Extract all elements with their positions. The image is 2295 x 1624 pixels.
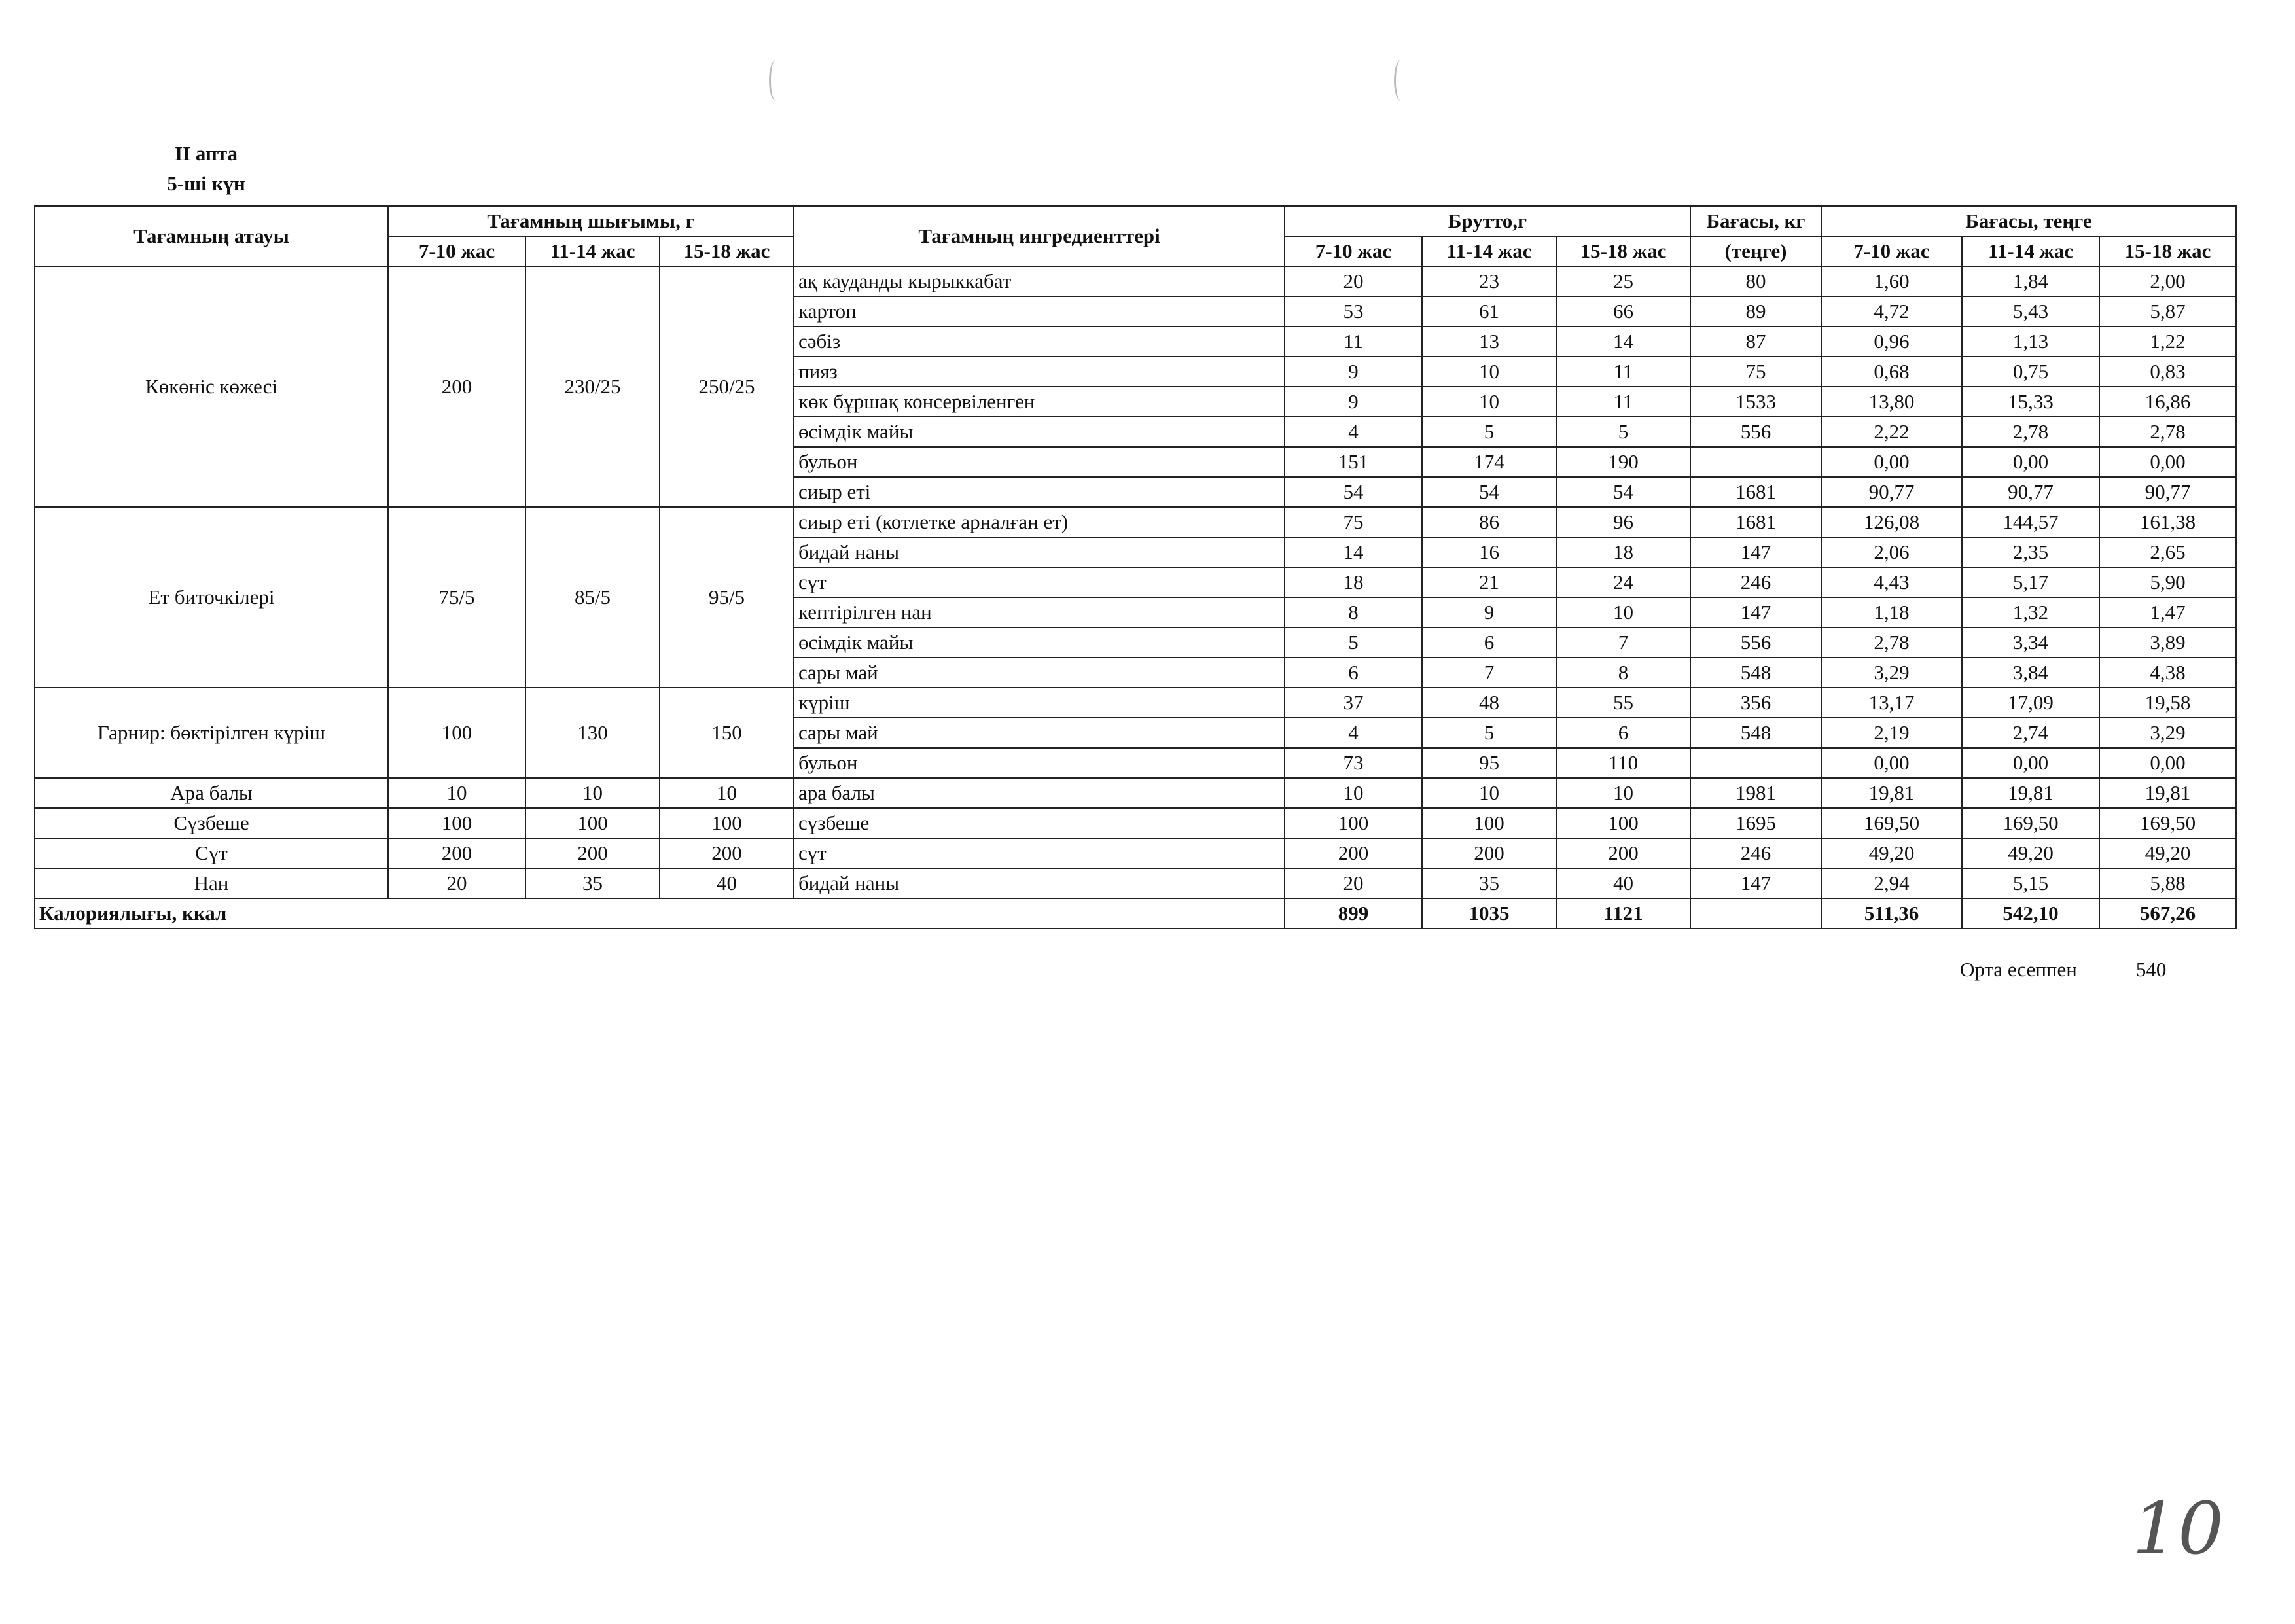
ingredient-name-cell: бидай наны bbox=[794, 868, 1285, 898]
brutto-cell: 110 bbox=[1556, 748, 1690, 778]
dish-yield-cell: 10 bbox=[660, 778, 794, 808]
dish-name-cell: Ет биточкілері bbox=[35, 507, 388, 688]
total-price-kg-cell bbox=[1690, 898, 1821, 928]
ingredient-name-cell: ақ кауданды кырыккабат bbox=[794, 266, 1285, 296]
menu-table bbox=[34, 205, 2237, 929]
dish-yield-cell: 100 bbox=[388, 688, 525, 778]
brutto-cell: 151 bbox=[1285, 447, 1422, 477]
price-cell: 2,19 bbox=[1821, 718, 1962, 748]
ingredient-name-cell: күріш bbox=[794, 688, 1285, 718]
header-age-group: 11-14 жас bbox=[1422, 236, 1556, 266]
totals-section bbox=[35, 898, 2236, 928]
brutto-cell: 200 bbox=[1556, 838, 1690, 868]
price-cell: 13,80 bbox=[1821, 387, 1962, 417]
price-cell: 5,43 bbox=[1962, 296, 2099, 327]
brutto-cell: 5 bbox=[1422, 718, 1556, 748]
brutto-cell: 13 bbox=[1422, 327, 1556, 357]
ingredient-name-cell: көк бұршақ консервіленген bbox=[794, 387, 1285, 417]
price-cell: 0,00 bbox=[1962, 447, 2099, 477]
price-cell: 49,20 bbox=[1962, 838, 2099, 868]
brutto-cell: 6 bbox=[1285, 658, 1422, 688]
price-cell: 19,58 bbox=[2099, 688, 2236, 718]
price-per-kg-cell: 75 bbox=[1690, 357, 1821, 387]
price-cell: 3,84 bbox=[1962, 658, 2099, 688]
price-cell: 90,77 bbox=[1962, 477, 2099, 507]
brutto-cell: 55 bbox=[1556, 688, 1690, 718]
price-cell: 2,78 bbox=[1962, 417, 2099, 447]
price-cell: 0,00 bbox=[1821, 447, 1962, 477]
price-cell: 19,81 bbox=[2099, 778, 2236, 808]
ingredient-name-cell: өсімдік майы bbox=[794, 417, 1285, 447]
ingredient-row bbox=[35, 688, 2236, 718]
price-per-kg-cell: 1981 bbox=[1690, 778, 1821, 808]
price-cell: 2,65 bbox=[2099, 537, 2236, 567]
average-label: Орта есеппен bbox=[1960, 958, 2077, 981]
price-per-kg-cell: 80 bbox=[1690, 266, 1821, 296]
dish-name-cell: Сүзбеше bbox=[35, 808, 388, 838]
price-cell: 19,81 bbox=[1821, 778, 1962, 808]
brutto-cell: 40 bbox=[1556, 868, 1690, 898]
price-cell: 0,00 bbox=[2099, 748, 2236, 778]
dish-yield-cell: 250/25 bbox=[660, 266, 794, 507]
dish-yield-cell: 10 bbox=[388, 778, 525, 808]
price-per-kg-cell: 89 bbox=[1690, 296, 1821, 327]
brutto-cell: 190 bbox=[1556, 447, 1690, 477]
brutto-cell: 48 bbox=[1422, 688, 1556, 718]
price-per-kg-cell: 1681 bbox=[1690, 477, 1821, 507]
brutto-cell: 11 bbox=[1556, 357, 1690, 387]
brutto-cell: 86 bbox=[1422, 507, 1556, 537]
ingredient-name-cell: сары май bbox=[794, 658, 1285, 688]
average-value: 540 bbox=[2135, 958, 2167, 981]
header-yield: Тағамның шығымы, г bbox=[388, 206, 794, 236]
brutto-cell: 14 bbox=[1285, 537, 1422, 567]
dish-name-cell: Көкөніс көжесі bbox=[35, 266, 388, 507]
price-cell: 1,60 bbox=[1821, 266, 1962, 296]
header-age-group: 15-18 жас bbox=[1556, 236, 1690, 266]
brutto-cell: 35 bbox=[1422, 868, 1556, 898]
header-age-group: 11-14 жас bbox=[1962, 236, 2099, 266]
dish-yield-cell: 150 bbox=[660, 688, 794, 778]
brutto-cell: 10 bbox=[1422, 387, 1556, 417]
header-price-kg-unit: (теңге) bbox=[1690, 236, 1821, 266]
dish-name-cell: Нан bbox=[35, 868, 388, 898]
dish-yield-cell: 200 bbox=[525, 838, 660, 868]
dish-yield-cell: 200 bbox=[388, 266, 525, 507]
price-cell: 1,13 bbox=[1962, 327, 2099, 357]
dish-yield-cell: 40 bbox=[660, 868, 794, 898]
brutto-cell: 11 bbox=[1556, 387, 1690, 417]
dish-name-cell: Гарнир: бөктірілген күріш bbox=[35, 688, 388, 778]
brutto-cell: 174 bbox=[1422, 447, 1556, 477]
ingredient-row bbox=[35, 808, 2236, 838]
scan-mark bbox=[1394, 60, 1408, 101]
total-price-cell: 567,26 bbox=[2099, 898, 2236, 928]
brutto-cell: 10 bbox=[1556, 778, 1690, 808]
brutto-cell: 7 bbox=[1556, 627, 1690, 658]
dish-yield-cell: 100 bbox=[525, 808, 660, 838]
header-age-group: 7-10 жас bbox=[1821, 236, 1962, 266]
ingredient-name-cell: картоп bbox=[794, 296, 1285, 327]
price-cell: 13,17 bbox=[1821, 688, 1962, 718]
dish-yield-cell: 230/25 bbox=[525, 266, 660, 507]
price-per-kg-cell: 147 bbox=[1690, 597, 1821, 627]
brutto-cell: 5 bbox=[1285, 627, 1422, 658]
brutto-cell: 54 bbox=[1556, 477, 1690, 507]
brutto-cell: 7 bbox=[1422, 658, 1556, 688]
menu-table-body bbox=[35, 266, 2236, 898]
document-heading bbox=[131, 139, 281, 199]
header-age-group: 11-14 жас bbox=[525, 236, 660, 266]
ingredient-name-cell: бульон bbox=[794, 447, 1285, 477]
ingredient-row bbox=[35, 778, 2236, 808]
price-cell: 0,83 bbox=[2099, 357, 2236, 387]
brutto-cell: 10 bbox=[1422, 357, 1556, 387]
total-brutto-cell: 1121 bbox=[1556, 898, 1690, 928]
brutto-cell: 54 bbox=[1285, 477, 1422, 507]
brutto-cell: 10 bbox=[1422, 778, 1556, 808]
price-per-kg-cell: 548 bbox=[1690, 718, 1821, 748]
dish-yield-cell: 200 bbox=[660, 838, 794, 868]
price-per-kg-cell: 147 bbox=[1690, 868, 1821, 898]
price-cell: 19,81 bbox=[1962, 778, 2099, 808]
dish-yield-cell: 85/5 bbox=[525, 507, 660, 688]
dish-yield-cell: 35 bbox=[525, 868, 660, 898]
price-cell: 0,96 bbox=[1821, 327, 1962, 357]
dish-yield-cell: 130 bbox=[525, 688, 660, 778]
brutto-cell: 14 bbox=[1556, 327, 1690, 357]
header-ingredients: Тағамның ингредиенттері bbox=[794, 206, 1285, 266]
price-per-kg-cell: 87 bbox=[1690, 327, 1821, 357]
price-cell: 3,34 bbox=[1962, 627, 2099, 658]
brutto-cell: 25 bbox=[1556, 266, 1690, 296]
brutto-cell: 37 bbox=[1285, 688, 1422, 718]
dish-yield-cell: 10 bbox=[525, 778, 660, 808]
ingredient-row bbox=[35, 507, 2236, 537]
price-cell: 144,57 bbox=[1962, 507, 2099, 537]
brutto-cell: 16 bbox=[1422, 537, 1556, 567]
brutto-cell: 200 bbox=[1422, 838, 1556, 868]
price-cell: 17,09 bbox=[1962, 688, 2099, 718]
price-per-kg-cell: 548 bbox=[1690, 658, 1821, 688]
brutto-cell: 18 bbox=[1556, 537, 1690, 567]
price-per-kg-cell: 556 bbox=[1690, 417, 1821, 447]
handwritten-page-number: 10 bbox=[2132, 1487, 2224, 1570]
brutto-cell: 5 bbox=[1556, 417, 1690, 447]
brutto-cell: 9 bbox=[1285, 387, 1422, 417]
price-cell: 169,50 bbox=[2099, 808, 2236, 838]
brutto-cell: 21 bbox=[1422, 567, 1556, 597]
price-cell: 49,20 bbox=[2099, 838, 2236, 868]
brutto-cell: 8 bbox=[1285, 597, 1422, 627]
price-cell: 169,50 bbox=[1821, 808, 1962, 838]
price-cell: 5,15 bbox=[1962, 868, 2099, 898]
price-per-kg-cell bbox=[1690, 748, 1821, 778]
price-cell: 2,94 bbox=[1821, 868, 1962, 898]
ingredient-name-cell: сүт bbox=[794, 567, 1285, 597]
header-price: Бағасы, теңге bbox=[1821, 206, 2236, 236]
brutto-cell: 73 bbox=[1285, 748, 1422, 778]
price-per-kg-cell: 1533 bbox=[1690, 387, 1821, 417]
dish-yield-cell: 100 bbox=[388, 808, 525, 838]
price-cell: 2,78 bbox=[2099, 417, 2236, 447]
price-cell: 4,72 bbox=[1821, 296, 1962, 327]
price-cell: 1,22 bbox=[2099, 327, 2236, 357]
price-cell: 90,77 bbox=[1821, 477, 1962, 507]
price-cell: 5,90 bbox=[2099, 567, 2236, 597]
price-cell: 5,88 bbox=[2099, 868, 2236, 898]
week-label: II апта bbox=[175, 142, 238, 165]
total-brutto-cell: 899 bbox=[1285, 898, 1422, 928]
price-cell: 5,87 bbox=[2099, 296, 2236, 327]
brutto-cell: 20 bbox=[1285, 266, 1422, 296]
header-price-kg: Бағасы, кг bbox=[1690, 206, 1821, 236]
ingredient-row bbox=[35, 838, 2236, 868]
price-cell: 0,00 bbox=[2099, 447, 2236, 477]
price-cell: 15,33 bbox=[1962, 387, 2099, 417]
price-cell: 3,29 bbox=[1821, 658, 1962, 688]
price-cell: 3,29 bbox=[2099, 718, 2236, 748]
ingredient-name-cell: пияз bbox=[794, 357, 1285, 387]
ingredient-name-cell: сиыр еті (котлетке арналған ет) bbox=[794, 507, 1285, 537]
price-cell: 4,38 bbox=[2099, 658, 2236, 688]
average-summary bbox=[1960, 958, 2166, 981]
price-cell: 2,78 bbox=[1821, 627, 1962, 658]
brutto-cell: 100 bbox=[1422, 808, 1556, 838]
header-dish-name: Тағамның атауы bbox=[35, 206, 388, 266]
total-price-cell: 542,10 bbox=[1962, 898, 2099, 928]
ingredient-name-cell: өсімдік майы bbox=[794, 627, 1285, 658]
brutto-cell: 100 bbox=[1556, 808, 1690, 838]
price-cell: 1,18 bbox=[1821, 597, 1962, 627]
brutto-cell: 75 bbox=[1285, 507, 1422, 537]
price-per-kg-cell bbox=[1690, 447, 1821, 477]
header-age-group: 7-10 жас bbox=[388, 236, 525, 266]
brutto-cell: 4 bbox=[1285, 417, 1422, 447]
price-cell: 3,89 bbox=[2099, 627, 2236, 658]
dish-yield-cell: 20 bbox=[388, 868, 525, 898]
price-per-kg-cell: 356 bbox=[1690, 688, 1821, 718]
totals-row bbox=[35, 898, 2236, 928]
price-cell: 169,50 bbox=[1962, 808, 2099, 838]
calorie-label: Калориялығы, ккал bbox=[35, 898, 1285, 928]
price-cell: 5,17 bbox=[1962, 567, 2099, 597]
brutto-cell: 100 bbox=[1285, 808, 1422, 838]
brutto-cell: 24 bbox=[1556, 567, 1690, 597]
price-cell: 1,84 bbox=[1962, 266, 2099, 296]
price-cell: 161,38 bbox=[2099, 507, 2236, 537]
brutto-cell: 6 bbox=[1556, 718, 1690, 748]
price-cell: 2,06 bbox=[1821, 537, 1962, 567]
price-cell: 0,00 bbox=[1962, 748, 2099, 778]
price-cell: 4,43 bbox=[1821, 567, 1962, 597]
header-age-group: 15-18 жас bbox=[2099, 236, 2236, 266]
price-per-kg-cell: 1695 bbox=[1690, 808, 1821, 838]
day-label: 5-ші күн bbox=[167, 172, 245, 195]
header-age-group: 7-10 жас bbox=[1285, 236, 1422, 266]
brutto-cell: 96 bbox=[1556, 507, 1690, 537]
brutto-cell: 200 bbox=[1285, 838, 1422, 868]
brutto-cell: 9 bbox=[1422, 597, 1556, 627]
price-cell: 16,86 bbox=[2099, 387, 2236, 417]
price-per-kg-cell: 147 bbox=[1690, 537, 1821, 567]
brutto-cell: 20 bbox=[1285, 868, 1422, 898]
price-cell: 0,68 bbox=[1821, 357, 1962, 387]
brutto-cell: 53 bbox=[1285, 296, 1422, 327]
ingredient-name-cell: ара балы bbox=[794, 778, 1285, 808]
dish-yield-cell: 100 bbox=[660, 808, 794, 838]
header-age-group: 15-18 жас bbox=[660, 236, 794, 266]
brutto-cell: 66 bbox=[1556, 296, 1690, 327]
ingredient-name-cell: сәбіз bbox=[794, 327, 1285, 357]
price-per-kg-cell: 1681 bbox=[1690, 507, 1821, 537]
brutto-cell: 18 bbox=[1285, 567, 1422, 597]
brutto-cell: 6 bbox=[1422, 627, 1556, 658]
price-cell: 90,77 bbox=[2099, 477, 2236, 507]
brutto-cell: 10 bbox=[1285, 778, 1422, 808]
price-cell: 0,75 bbox=[1962, 357, 2099, 387]
brutto-cell: 9 bbox=[1285, 357, 1422, 387]
price-cell: 0,00 bbox=[1821, 748, 1962, 778]
scan-mark bbox=[769, 60, 783, 101]
price-per-kg-cell: 246 bbox=[1690, 838, 1821, 868]
total-price-cell: 511,36 bbox=[1821, 898, 1962, 928]
total-brutto-cell: 1035 bbox=[1422, 898, 1556, 928]
price-cell: 49,20 bbox=[1821, 838, 1962, 868]
price-cell: 126,08 bbox=[1821, 507, 1962, 537]
brutto-cell: 8 bbox=[1556, 658, 1690, 688]
brutto-cell: 23 bbox=[1422, 266, 1556, 296]
brutto-cell: 95 bbox=[1422, 748, 1556, 778]
ingredient-name-cell: сүт bbox=[794, 838, 1285, 868]
price-cell: 2,74 bbox=[1962, 718, 2099, 748]
dish-name-cell: Ара балы bbox=[35, 778, 388, 808]
ingredient-name-cell: сүзбеше bbox=[794, 808, 1285, 838]
ingredient-name-cell: кептірілген нан bbox=[794, 597, 1285, 627]
header-brutto: Брутто,г bbox=[1285, 206, 1690, 236]
ingredient-name-cell: бидай наны bbox=[794, 537, 1285, 567]
dish-yield-cell: 200 bbox=[388, 838, 525, 868]
price-per-kg-cell: 246 bbox=[1690, 567, 1821, 597]
price-per-kg-cell: 556 bbox=[1690, 627, 1821, 658]
brutto-cell: 54 bbox=[1422, 477, 1556, 507]
header-row bbox=[35, 206, 2236, 236]
price-cell: 1,32 bbox=[1962, 597, 2099, 627]
ingredient-name-cell: бульон bbox=[794, 748, 1285, 778]
ingredient-row bbox=[35, 868, 2236, 898]
brutto-cell: 11 bbox=[1285, 327, 1422, 357]
ingredient-name-cell: сиыр еті bbox=[794, 477, 1285, 507]
ingredient-row bbox=[35, 266, 2236, 296]
dish-yield-cell: 75/5 bbox=[388, 507, 525, 688]
brutto-cell: 4 bbox=[1285, 718, 1422, 748]
price-cell: 2,22 bbox=[1821, 417, 1962, 447]
ingredient-name-cell: сары май bbox=[794, 718, 1285, 748]
price-cell: 1,47 bbox=[2099, 597, 2236, 627]
brutto-cell: 10 bbox=[1556, 597, 1690, 627]
brutto-cell: 61 bbox=[1422, 296, 1556, 327]
price-cell: 2,00 bbox=[2099, 266, 2236, 296]
brutto-cell: 5 bbox=[1422, 417, 1556, 447]
dish-name-cell: Сүт bbox=[35, 838, 388, 868]
price-cell: 2,35 bbox=[1962, 537, 2099, 567]
dish-yield-cell: 95/5 bbox=[660, 507, 794, 688]
